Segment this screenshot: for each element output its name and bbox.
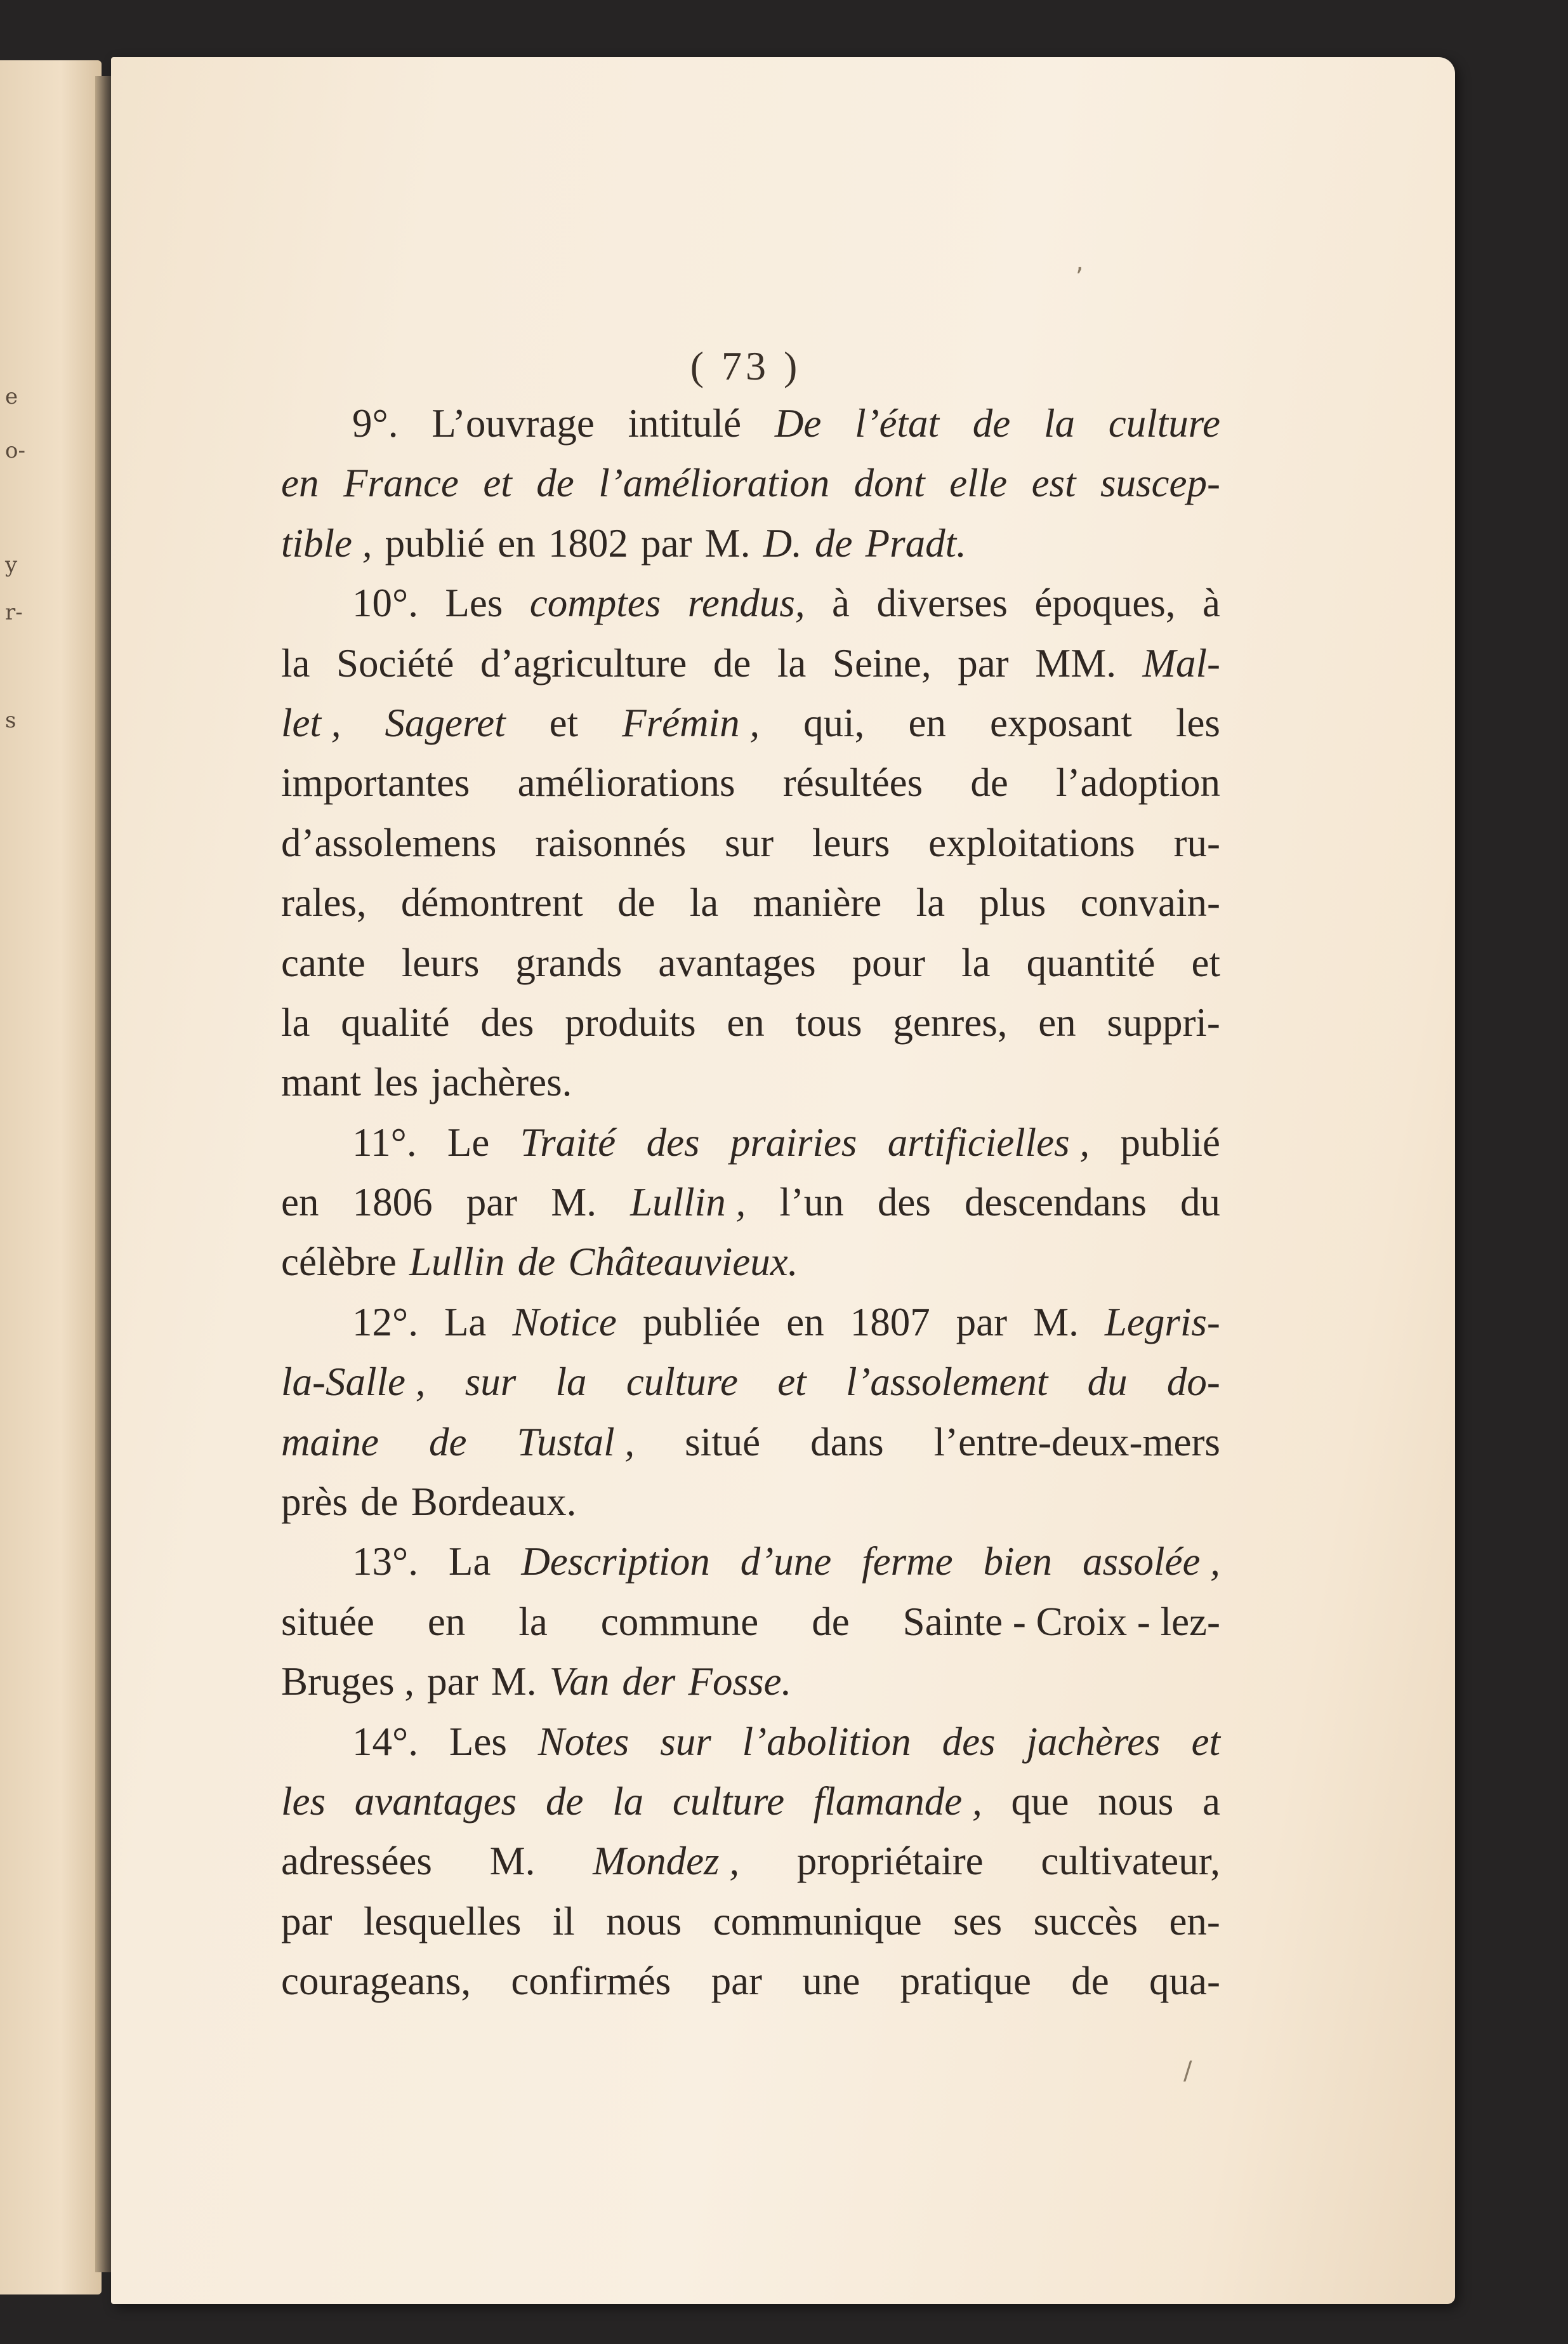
text-line xyxy=(281,1592,1220,1652)
word: la xyxy=(777,640,807,685)
text-line xyxy=(281,693,1220,753)
word: maine xyxy=(281,1419,379,1464)
word: par xyxy=(956,1299,1008,1344)
word: d’assolemens xyxy=(281,820,497,865)
word: en xyxy=(786,1299,824,1344)
word: assolée , xyxy=(1082,1539,1220,1584)
word: sur xyxy=(725,820,774,865)
word: Les xyxy=(449,1719,507,1764)
word: a xyxy=(1202,1778,1220,1824)
left-page-fragment: y xyxy=(5,552,18,578)
word: qua- xyxy=(1149,1959,1220,2004)
word: par xyxy=(958,640,1009,685)
word: de xyxy=(970,760,1008,805)
word: en xyxy=(497,520,536,566)
word: Les xyxy=(445,581,503,626)
word: en xyxy=(727,1000,765,1045)
word: en xyxy=(1038,1000,1076,1045)
text-line xyxy=(281,1652,1220,1711)
word: tible , xyxy=(281,520,372,566)
word: commune xyxy=(600,1599,759,1644)
word: 12°. xyxy=(352,1299,418,1344)
word: Fosse. xyxy=(688,1659,792,1704)
left-page-fragment: e xyxy=(5,384,18,409)
text-line xyxy=(281,1113,1220,1172)
text-line xyxy=(281,993,1220,1052)
word: par xyxy=(281,1898,333,1943)
word: l’entre-deux-mers xyxy=(933,1419,1220,1464)
word: jachères xyxy=(1026,1719,1161,1764)
word: en- xyxy=(1169,1898,1220,1943)
word: suscep- xyxy=(1100,461,1220,506)
word: rendus, xyxy=(687,581,805,626)
word: la xyxy=(916,880,945,925)
word: de xyxy=(517,1240,556,1285)
word: qui, xyxy=(803,700,865,745)
word: M. xyxy=(489,1839,536,1884)
word: Description xyxy=(521,1539,710,1584)
word: Legris- xyxy=(1104,1299,1220,1344)
word: der xyxy=(622,1659,676,1704)
word: importantes xyxy=(281,760,470,805)
word: bien xyxy=(983,1539,1053,1584)
word: 1806 xyxy=(352,1180,433,1225)
word: suppri- xyxy=(1107,1000,1220,1045)
word: tous xyxy=(795,1000,862,1045)
word: culture xyxy=(626,1360,738,1405)
word: 1802 xyxy=(548,520,628,566)
text-line xyxy=(281,1771,1220,1831)
text-line xyxy=(281,813,1220,873)
word: Van xyxy=(549,1659,610,1704)
word: 11°. xyxy=(352,1120,417,1165)
word: de xyxy=(545,1778,584,1824)
word: produits xyxy=(565,1000,696,1045)
word: publiée xyxy=(642,1299,761,1344)
word: de xyxy=(429,1419,467,1464)
word: let , xyxy=(281,700,341,745)
word: l’abolition xyxy=(742,1719,911,1764)
word: De xyxy=(774,401,822,446)
word: une xyxy=(802,1959,860,2004)
word: nous xyxy=(1098,1778,1174,1824)
word: intitulé xyxy=(628,401,742,446)
word: raisonnés xyxy=(535,820,687,865)
word: dont xyxy=(853,461,925,506)
word: et xyxy=(549,700,579,745)
word: L’ouvrage xyxy=(432,401,595,446)
word: sur xyxy=(660,1719,711,1764)
word: lesquelles xyxy=(363,1898,522,1943)
word: Notes xyxy=(537,1719,629,1764)
word: avantages xyxy=(658,940,816,985)
pencil-mark: / xyxy=(1183,2056,1192,2086)
word: la xyxy=(1044,401,1076,446)
word: dans xyxy=(810,1419,884,1464)
word: 13°. xyxy=(352,1539,418,1584)
word: Lullin , xyxy=(630,1180,746,1225)
text-line xyxy=(281,1532,1220,1591)
word: est xyxy=(1031,461,1076,506)
text-line xyxy=(281,453,1220,513)
word: culture xyxy=(1108,401,1220,446)
word: grands xyxy=(515,940,623,985)
text-line xyxy=(281,1352,1220,1412)
word: exploitations xyxy=(928,820,1135,865)
word: à xyxy=(1202,581,1220,626)
word: des xyxy=(480,1000,534,1045)
word: Notice xyxy=(512,1299,617,1344)
text-line xyxy=(281,1172,1220,1232)
text-line xyxy=(281,513,1220,573)
word: mant xyxy=(281,1060,361,1105)
word: les xyxy=(1175,700,1220,745)
word: M. xyxy=(1033,1299,1079,1344)
text-line xyxy=(281,933,1220,993)
word: diverses xyxy=(876,581,1008,626)
word: la xyxy=(281,640,310,685)
word: comptes xyxy=(529,581,661,626)
word: en xyxy=(427,1599,466,1644)
word: les xyxy=(281,1778,326,1824)
text-line xyxy=(281,1951,1220,2011)
word: pratique xyxy=(900,1959,1031,2004)
word: et xyxy=(1191,1719,1220,1764)
word: les xyxy=(374,1060,419,1105)
word: elle xyxy=(949,461,1008,506)
word: qualité xyxy=(341,1000,450,1045)
left-page-fragment: s xyxy=(5,708,16,733)
word: améliorations xyxy=(517,760,735,805)
word: des xyxy=(942,1719,996,1764)
word: Seine, xyxy=(832,640,932,685)
word: Pradt. xyxy=(865,520,966,566)
word: publié xyxy=(1120,1120,1220,1165)
word: plus xyxy=(979,880,1046,925)
word: 10°. xyxy=(352,581,418,626)
word: l’adoption xyxy=(1056,760,1220,805)
word: artificielles , xyxy=(887,1120,1090,1165)
word: 14°. xyxy=(352,1719,418,1764)
word: cante xyxy=(281,940,366,985)
word: Bruges , xyxy=(281,1659,414,1704)
word: avantages xyxy=(354,1778,517,1824)
word: et xyxy=(777,1360,807,1405)
word: leurs xyxy=(812,820,890,865)
word: la xyxy=(281,1000,310,1045)
word: Lullin xyxy=(409,1240,505,1285)
word: célèbre xyxy=(281,1240,397,1285)
word: de xyxy=(536,461,574,506)
word: en xyxy=(281,461,319,506)
word: ses xyxy=(953,1898,1003,1943)
word: des xyxy=(877,1180,931,1225)
ink-speck: , xyxy=(1076,248,1084,277)
word: culture xyxy=(672,1778,785,1824)
word: l’un xyxy=(779,1180,844,1225)
word: France xyxy=(343,461,459,506)
word: du xyxy=(1087,1360,1128,1405)
word: Mondez , xyxy=(593,1839,740,1884)
word: exposant xyxy=(989,700,1132,745)
word: située xyxy=(281,1599,374,1644)
word: la xyxy=(689,880,719,925)
word: Société xyxy=(336,640,454,685)
word: Sainte - Croix - lez- xyxy=(902,1599,1220,1644)
word: Le xyxy=(447,1120,490,1165)
word: succès xyxy=(1033,1898,1138,1943)
word: convain- xyxy=(1080,880,1220,925)
word: et xyxy=(1191,940,1220,985)
word: genres, xyxy=(893,1000,1008,1045)
word: la-Salle , xyxy=(281,1360,426,1405)
word: résultées xyxy=(782,760,923,805)
word: la xyxy=(555,1360,587,1405)
word: confirmés xyxy=(511,1959,671,2004)
word: manière xyxy=(753,880,882,925)
word: descendans xyxy=(965,1180,1147,1225)
text-line xyxy=(281,1232,1220,1292)
word: de xyxy=(1071,1959,1109,2004)
word: l’amélioration xyxy=(598,461,830,506)
word: M. xyxy=(551,1180,597,1225)
word: la xyxy=(518,1599,548,1644)
word: propriétaire xyxy=(796,1839,984,1884)
word: communique xyxy=(713,1898,922,1943)
word: en xyxy=(908,700,946,745)
word: publié xyxy=(385,520,485,566)
word: Tustal , xyxy=(517,1419,635,1464)
word: que xyxy=(1011,1778,1069,1824)
word: quantité xyxy=(1026,940,1156,985)
text-line xyxy=(281,1292,1220,1352)
word: du xyxy=(1180,1180,1220,1225)
left-page-edge xyxy=(0,60,102,2294)
word: la xyxy=(961,940,991,985)
word: démontrent xyxy=(400,880,583,925)
word: Bordeaux. xyxy=(411,1480,577,1525)
word: par xyxy=(641,520,692,566)
word: Traité xyxy=(520,1120,616,1165)
word: l’assolement xyxy=(845,1360,1048,1405)
word: 9°. xyxy=(352,401,399,446)
word: flamande , xyxy=(813,1778,982,1824)
word: ru- xyxy=(1173,820,1220,865)
page-number: ( 73 ) xyxy=(690,343,801,388)
word: courageans, xyxy=(281,1959,471,2004)
word: 1807 xyxy=(850,1299,930,1344)
word: La xyxy=(448,1539,491,1584)
word: l’état xyxy=(855,401,940,446)
book-page xyxy=(111,57,1455,2304)
word: la xyxy=(612,1778,644,1824)
text-line xyxy=(281,573,1220,633)
text-line xyxy=(281,1412,1220,1472)
word: Mal- xyxy=(1142,640,1220,685)
word: en xyxy=(281,1180,319,1225)
word: par xyxy=(711,1959,763,2004)
word: de xyxy=(812,1599,850,1644)
word: situé xyxy=(685,1419,761,1464)
word: par xyxy=(427,1659,478,1704)
word: D. xyxy=(763,520,802,566)
text-line xyxy=(281,1891,1220,1951)
text-line xyxy=(281,1831,1220,1891)
text-line xyxy=(281,753,1220,812)
word: il xyxy=(552,1898,575,1943)
word: Sageret xyxy=(385,700,506,745)
word: de xyxy=(972,401,1011,446)
word: de xyxy=(815,520,853,566)
word: M. xyxy=(704,520,751,566)
word: pour xyxy=(852,940,926,985)
word: cultivateur, xyxy=(1041,1839,1220,1884)
word: leurs xyxy=(401,940,480,985)
text-line xyxy=(281,1712,1220,1771)
word: jachères. xyxy=(431,1060,572,1105)
word: adressées xyxy=(281,1839,432,1884)
text-line xyxy=(281,1052,1220,1112)
word: près xyxy=(281,1480,348,1525)
word: de xyxy=(360,1480,399,1525)
word: La xyxy=(444,1299,487,1344)
word: Frémin , xyxy=(622,700,760,745)
word: par xyxy=(466,1180,518,1225)
word: d’une xyxy=(740,1539,832,1584)
word: nous xyxy=(606,1898,682,1943)
left-page-fragment: r- xyxy=(5,600,23,625)
word: sur xyxy=(464,1360,517,1405)
word: de xyxy=(713,640,751,685)
left-page-fragment: o- xyxy=(5,438,25,463)
body-text xyxy=(281,394,1220,2011)
word: Châteauvieux. xyxy=(568,1240,798,1285)
word: prairies xyxy=(730,1120,857,1165)
word: et xyxy=(483,461,512,506)
text-line xyxy=(281,873,1220,932)
word: à xyxy=(832,581,850,626)
word: MM. xyxy=(1035,640,1116,685)
word: do- xyxy=(1166,1360,1220,1405)
word: d’agriculture xyxy=(480,640,687,685)
word: de xyxy=(617,880,656,925)
word: ferme xyxy=(862,1539,953,1584)
word: époques, xyxy=(1034,581,1176,626)
word: rales, xyxy=(281,880,367,925)
word: M. xyxy=(491,1659,537,1704)
text-line xyxy=(281,1472,1220,1532)
text-line xyxy=(281,394,1220,453)
text-line xyxy=(281,633,1220,693)
word: des xyxy=(646,1120,700,1165)
